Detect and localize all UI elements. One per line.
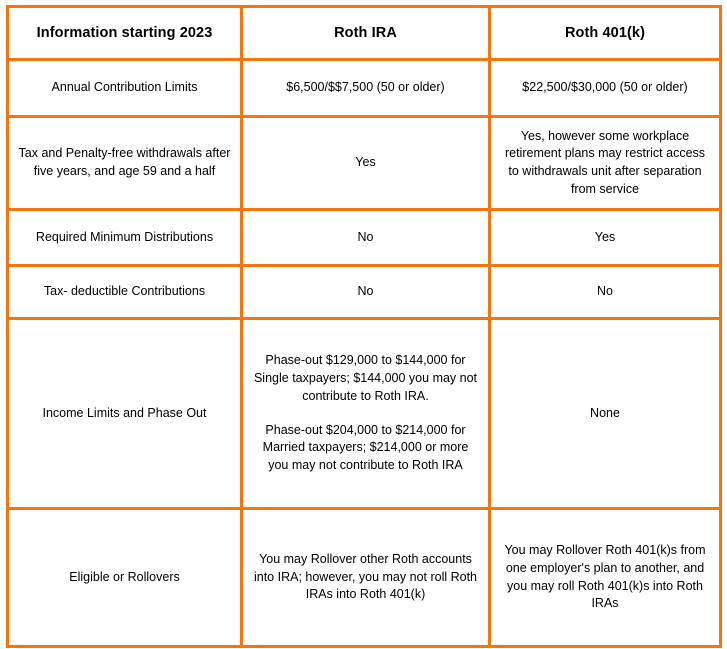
table-header-row: [8, 7, 721, 60]
row-label-eligible-or-rollovers: Eligible or Rollovers: [8, 509, 242, 647]
cell-annual-contribution-limits-roth-ira: $6,500/$$7,500 (50 or older): [242, 60, 490, 117]
column-header-roth-401k: Roth 401(k): [490, 7, 721, 60]
row-label-required-minimum-distributions: Required Minimum Distributions: [8, 210, 242, 266]
row-label-annual-contribution-limits: Annual Contribution Limits: [8, 60, 242, 117]
cell-eligible-or-rollovers-roth-ira: You may Rollover other Roth accounts into IRA; however, you may not roll Roth IRAs into Roth 401(k): [242, 509, 490, 647]
retirement-account-comparison-table: [6, 5, 722, 648]
column-header-feature: Information starting 2023: [8, 7, 242, 60]
table-row: [8, 210, 721, 266]
cell-tax-deductible-contributions-roth-401k: No: [490, 266, 721, 319]
row-label-tax-deductible-contributions: Tax- deductible Contributions: [8, 266, 242, 319]
table-row: [8, 266, 721, 319]
table-row: [8, 117, 721, 210]
cell-tax-deductible-contributions-roth-ira: No: [242, 266, 490, 319]
row-label-tax-penalty-free-withdrawals: Tax and Penalty-free withdrawals after five years, and age 59 and a half: [8, 117, 242, 210]
cell-required-minimum-distributions-roth-401k: Yes: [490, 210, 721, 266]
cell-tax-penalty-free-withdrawals-roth-401k: Yes, however some workplace retirement plans may restrict access to withdrawals unit after separation from service: [490, 117, 721, 210]
table-header: [8, 7, 721, 60]
cell-income-limits-roth-ira: [242, 319, 490, 509]
cell-tax-penalty-free-withdrawals-roth-ira: Yes: [242, 117, 490, 210]
row-label-income-limits-and-phase-out: Income Limits and Phase Out: [8, 319, 242, 509]
income-limits-married-taxpayers-text: Phase-out $204,000 to $214,000 for Married taxpayers; $214,000 or more you may not contribute to Roth IRA: [262, 422, 469, 472]
column-header-roth-ira: Roth IRA: [242, 7, 490, 60]
cell-income-limits-roth-401k: None: [490, 319, 721, 509]
cell-required-minimum-distributions-roth-ira: No: [242, 210, 490, 266]
cell-annual-contribution-limits-roth-401k: $22,500/$30,000 (50 or older): [490, 60, 721, 117]
table-row: [8, 60, 721, 117]
income-limits-single-taxpayers-text: Phase-out $129,000 to $144,000 for Single taxpayers; $144,000 you may not contribute to Roth IRA.: [253, 353, 478, 403]
table-row: [8, 509, 721, 647]
table-body: [8, 60, 721, 647]
table-row: [8, 319, 721, 509]
cell-eligible-or-rollovers-roth-401k: You may Rollover Roth 401(k)s from one employer's plan to another, and you may roll Roth 401(k)s into Roth IRAs: [490, 509, 721, 647]
